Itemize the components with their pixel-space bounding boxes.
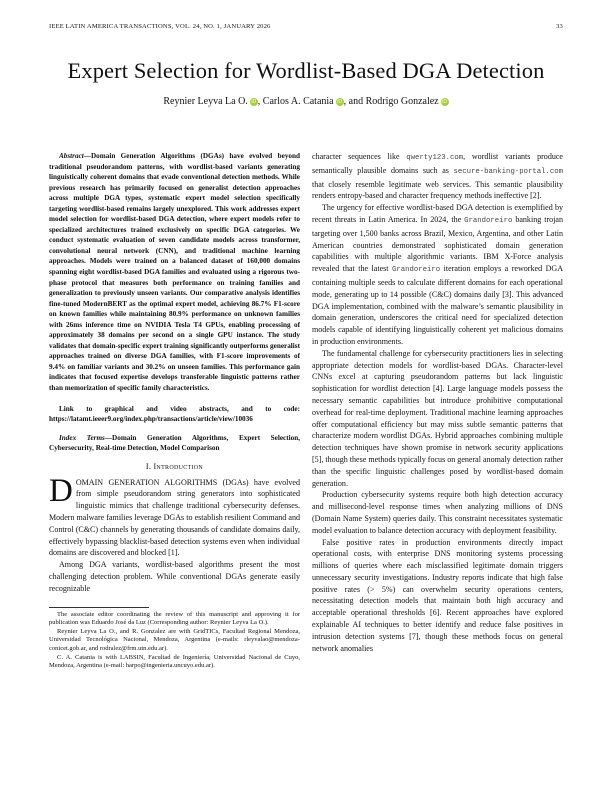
section-heading: I. Introduction	[145, 461, 204, 471]
body-paragraph-4: Production cybersecurity systems require both high detection accuracy and millisecond-level response times when analyzing millions of DNS (Domain Name System) queries daily. This constraint necessitates systematic model evaluation to balance detection accuracy with deployment feasibility.	[312, 490, 563, 535]
drop-cap: D	[49, 472, 73, 509]
abstract-text: —Domain Generation Algorithms (DGAs) have evolved beyond traditional pseudorandom patterns, with wordlist-based variants generating linguistically coherent domains that evade conventional detection methods. While previous research has primarily focused on generalist detection approaches across multiple DGA types, systematic expert model selection specifically targeting wordlist-based remains largely unexplored. This work addresses expert model selection for wordlist-based DGA detection, where expert models refer to specialized architectures trained exclusively on specific DGA categories. We conduct systematic evaluation of seven candidate models across transformer, convolutional neural network (CNN), and traditional machine learning approaches. Models were trained on a balanced dataset of 160,000 domains spanning eight wordlist-based DGA families and evaluated using a rigorous two-phase protocol that measures both performance on training families and generalization to previously unseen variants. Our comparative analysis identifies fine-tuned ModernBERT as the optimal expert model, achieving 86.7% F1-score on known families while maintaining 80.9% performance on unknown families with 26ms inference time on NVIDIA Tesla T4 GPUs, enabling processing of approximately 38 domains per second on a single GPU instance. The study validates that domain-specific expert training significantly outperforms generalist approaches trained on diverse DGA families, with F1-score improvements of 9.4% on familiar variants and 30.2% on unseen families. This performance gain indicates that focused expertise develops transferable linguistic patterns rather than memorization of specific family characteristics.	[49, 152, 300, 393]
right-column	[312, 151, 563, 654]
intro-paragraph-2: Among DGA variants, wordlist-based algorithms present the most challenging detection problem. While conventional DGAs generate easily recognizable	[49, 560, 300, 593]
code-example: secure-banking-portal.com	[453, 167, 563, 176]
index-terms	[49, 433, 300, 454]
body-text: banking trojan targeting over 1,500 banks across Brazil, Mexico, Argentina, and other Latin American countries demonstrated sophisticated domain generation capabilities with multiple algorithmic variants. IBM X-Force analysis revealed that the latest	[312, 214, 563, 274]
body-paragraph-3: The fundamental challenge for cybersecurity practitioners lies in selecting appropriate detection models for wordlist-based DGAs. Character-level CNNs excel at capturing pseudorandom patterns but lack linguistic sophistication for wordlist detection [4]. Large language models possess the necessary semantic capabilities but introduce prohibitive computational overhead for real-time deployment. Traditional machine learning approaches offer computational efficiency but may miss subtle semantic patterns that characterize modern wordlist DGAs. Hybrid approaches combining multiple detection techniques have shown promise in network security applications [5], though these methods typically focus on general anomaly detection rather than the specific linguistic challenges posed by wordlist-based domain generation.	[312, 348, 563, 488]
index-terms-label: Index Terms	[59, 433, 105, 442]
author-name: Carlos A. Catania	[262, 96, 334, 107]
orcid-icon[interactable]: iD	[442, 99, 447, 105]
orcid-icon[interactable]: iD	[337, 99, 342, 105]
journal-name: IEEE LATIN AMERICA TRANSACTIONS, VOL. 24, NO. 1, JANUARY 2026	[49, 23, 271, 30]
footnote-affiliation-1: Reynier Leyva La O., and R. Gonzalez are with GridTICs, Facultad Regional Mendoza, Universidad Tecnológica Nacional, Mendoza, Argentina (e-mails: rleyvalao@mendoza-conicet.gob.ar, and rodralez@frm.utn.edu.ar).	[49, 627, 300, 652]
page-number: 33	[556, 23, 563, 30]
footnote-affiliation-2: C. A. Catania is with LABSIN, Facultad de Ingeniería, Universidad Nacional de Cuyo, Mendoza, Argentina (e-mail: harpo@ingenieria.uncuyo.edu.ar).	[49, 653, 300, 670]
code-example: qwerty123.com	[406, 154, 464, 162]
body-text: The urgency for effective wordlist-based DGA detection is exemplified by recent threats in Latin America. In 2024, the	[312, 203, 563, 224]
footnote-editor: The associate editor coordinating the review of this manuscript and approving it for publication was Eduardo José da Luz (Corresponding author: Reynier Leyva La O.).	[49, 610, 300, 627]
intro-paragraph-1	[49, 472, 300, 560]
supplementary-link[interactable]: Link to graphical and video abstracts, and to code: https://latamt.ieeer9.org/index.php/transactions/article/view/10036	[49, 404, 300, 424]
abstract-label: Abstract	[59, 152, 84, 160]
author-separator: , and	[343, 96, 366, 107]
author-separator: ,	[257, 96, 263, 107]
footnote-divider	[49, 607, 149, 608]
intro-text-1: OMAIN GENERATION ALGORITHMS (DGAs) have evolved from simple pseudorandom string generators into sophisticated linguistic mimics that challenge traditional cybersecurity defenses. Modern malware families leverage DGAs to establish resilient Command and Control (C&C) channels by generating thousands of candidate domains daily, effectively bypassing blacklist-based detection systems even when individual domains are discovered and blocked [1].	[49, 477, 300, 558]
code-example: Grandoreiro	[392, 266, 441, 275]
author-name: Rodrigo Gonzalez	[365, 96, 439, 107]
body-text: that closely resemble legitimate web services. This semantic plausibility renders entropy-based and character frequency methods ineffective [2].	[312, 179, 563, 201]
left-column	[49, 151, 300, 671]
body-paragraph-1	[312, 151, 563, 202]
author-list	[0, 96, 612, 107]
orcid-icon[interactable]: iD	[251, 99, 257, 105]
paper-title: Expert Selection for Wordlist-Based DGA Detection	[67, 58, 545, 83]
body-text: character sequences like	[312, 152, 407, 161]
index-terms-text: —Domain Generation Algorithms, Expert Selection, Cybersecurity, Real-time Detection, Model Comparison	[49, 433, 301, 453]
body-paragraph-5: False positive rates in production environments directly impact operational costs, with enterprise DNS monitoring systems processing millions of queries where each misclassified legitimate domain triggers unnecessary security investigations. Industry reports indicate that high false positive rates (> 5%) can overwhelm security operations centers, necessitating detection models that maintain both high accuracy and acceptable operational thresholds [6]. Recent approaches have explored explainable AI techniques to better identify and reduce false positives in intrusion detection systems [7], though these methods focus on general network anomalies	[312, 537, 563, 653]
abstract	[49, 151, 300, 394]
running-head	[49, 23, 563, 30]
code-example: Grandoreiro	[464, 216, 513, 225]
body-text: , wordlist variants produce semantically plausible domains such as	[312, 152, 564, 175]
body-paragraph-2	[312, 202, 563, 348]
body-text: iteration employs a reworked DGA containing multiple seeds to calculate different domains for each operational mode, generating up to 14 possible (C&C) domains daily [3]. This advanced DGA implementation, combined with the malware’s semantic plausibility in domain generation, underscores the critical need for specialized detection models capable of identifying linguistically coherent yet malicious domains in production environments.	[312, 264, 563, 346]
author-name: Reynier Leyva La O.	[163, 96, 248, 107]
